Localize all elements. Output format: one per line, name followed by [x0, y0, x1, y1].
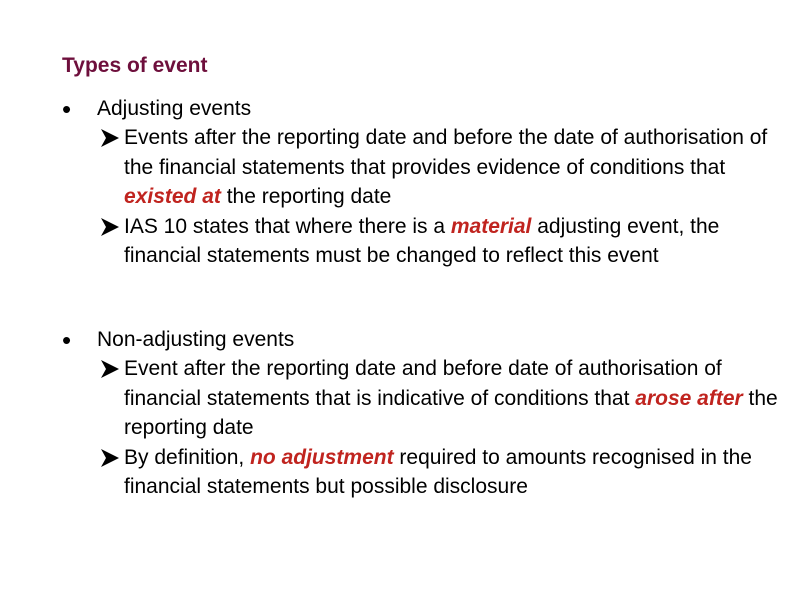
non-adjusting-events-list: [100, 354, 780, 502]
item-text: Events after the reporting date and before the date of authorisation of the financial statements that provides evidence of conditions that: [124, 126, 768, 179]
list-item: [100, 212, 780, 271]
arrow-bullet-icon: [100, 359, 120, 379]
item-text: By definition,: [124, 445, 251, 469]
item-text: IAS 10 states that where there is a: [124, 214, 451, 238]
arrow-bullet-icon: [100, 448, 120, 468]
item-text: required to amounts recognised in the financial statements but possible disclosure: [124, 445, 752, 498]
section-heading-adjusting: Adjusting events: [97, 97, 252, 120]
arrow-bullet-icon: [100, 128, 120, 148]
item-text: adjusting event, the financial statements must be changed to reflect this event: [124, 214, 720, 267]
highlight-text: arose after: [635, 386, 743, 410]
item-text: the reporting date: [220, 185, 392, 208]
list-item: [100, 354, 780, 443]
item-text: Event after the reporting date and before date of authorisation of financial statements that is indicative of conditions that: [124, 357, 722, 410]
bullet-icon: •: [62, 94, 72, 124]
adjusting-events-list: [100, 123, 780, 271]
arrow-bullet-icon: [100, 217, 120, 237]
section-heading-non-adjusting: Non-adjusting events: [97, 328, 295, 351]
highlight-text: material: [450, 214, 532, 238]
highlight-text: existed at: [124, 185, 221, 208]
item-text: the reporting date: [124, 386, 778, 439]
list-item: [100, 443, 780, 502]
list-item: [100, 123, 780, 212]
slide-title: Types of event: [62, 54, 208, 77]
bullet-icon: •: [62, 325, 72, 355]
highlight-text: no adjustment: [250, 445, 394, 469]
